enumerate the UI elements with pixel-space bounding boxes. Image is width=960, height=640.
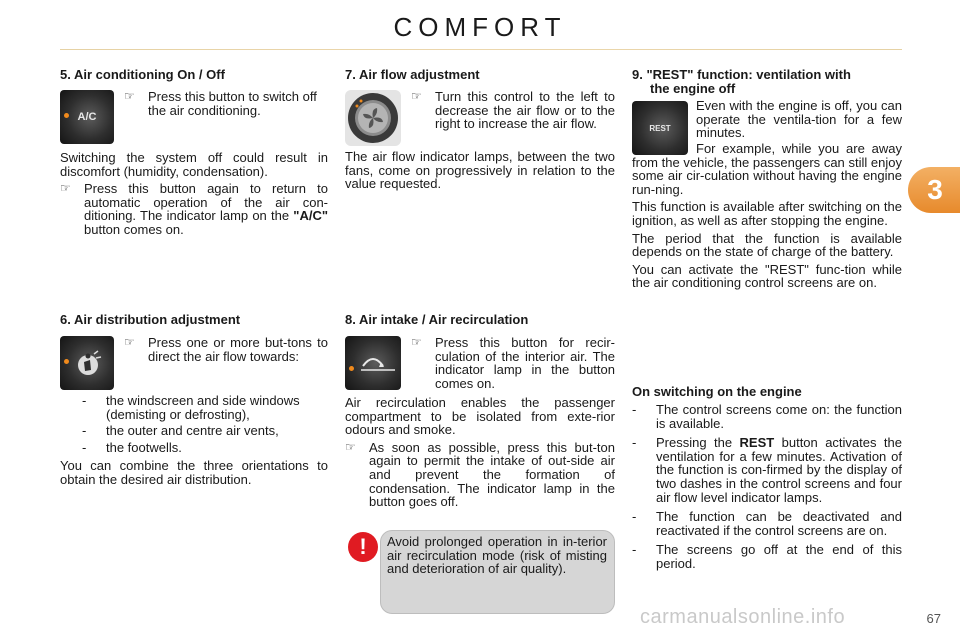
paragraph: This function is available after switching on the ignition, as well as after stopping the engine.	[632, 199, 902, 228]
list-item: - the footwells.	[82, 441, 328, 455]
ac-button-image	[60, 90, 114, 144]
bullet-text: button comes on.	[84, 221, 184, 237]
engine-section	[632, 385, 902, 574]
page-number: 67	[926, 611, 941, 626]
paragraph: You can combine the three orientations to obtain the desired air distribution.	[60, 458, 328, 487]
section-7-bullet-1	[411, 90, 615, 131]
section-5-bullet-2	[60, 182, 328, 236]
recirculation-button-image	[345, 336, 401, 390]
paragraph: The period that the function is available depends on the state of charge of the battery.	[632, 230, 902, 260]
rest-label: REST	[649, 123, 671, 133]
list-item: - The function can be deactivated and reactivated if the control screens are on.	[632, 510, 902, 537]
bullet-text: Press this button to switch off the air conditioning.	[148, 89, 317, 118]
pointing-hand-icon: ☞	[411, 335, 422, 349]
section-6-list	[82, 394, 328, 457]
section-6-bullet-1	[124, 336, 328, 363]
pointing-hand-icon: ☞	[60, 181, 71, 196]
paragraph: You can activate the "REST" func-tion while the air conditioning control screens are on.	[632, 261, 902, 291]
recirculation-icon	[345, 336, 401, 390]
air-flow-dial-image	[345, 90, 401, 146]
fan-dial-icon	[345, 90, 401, 146]
section-9-body	[632, 142, 902, 294]
section-7-heading: 7. Air flow adjustment	[345, 67, 480, 82]
pointing-hand-icon: ☞	[411, 89, 422, 103]
list-text: button activates the ventilation for a few minutes. Activation of the function is con-firmed by the display of two dashes in the control screens and four air flow level indicator lamps.	[656, 435, 902, 505]
section-8-body	[345, 396, 615, 509]
section-7	[345, 68, 615, 82]
indicator-lamp-icon	[349, 366, 354, 371]
title-rule	[60, 49, 902, 50]
list-item	[632, 436, 902, 504]
list-item: - the windscreen and side windows (demisting or defrosting),	[82, 394, 328, 421]
engine-heading: On switching on the engine	[632, 384, 802, 399]
paragraph: Even with the engine is off, you can operate the ventila-tion for a few minutes.	[696, 98, 902, 141]
paragraph: Air recirculation enables the passenger compartment to be isolated from exte-rior odours and smoke.	[345, 395, 615, 438]
pointing-hand-icon: ☞	[124, 89, 135, 103]
bullet-text: Press this button for recir-culation of the interior air. The indicator lamp in the button comes on.	[435, 335, 615, 391]
section-9-heading-line-1: 9. "REST" function: ventilation with	[632, 67, 851, 82]
section-5-body	[60, 151, 328, 237]
section-8-heading: 8. Air intake / Air recirculation	[345, 312, 529, 327]
section-5	[60, 68, 328, 82]
section-7-body	[345, 150, 615, 195]
section-9-intro	[696, 99, 902, 144]
air-distribution-image	[60, 336, 114, 390]
list-text: Pressing the	[656, 435, 740, 451]
bullet-text: Press this button again to return to automatic operation of the air con-ditioning. The indicator lamp on the	[84, 181, 328, 224]
paragraph: The air flow indicator lamps, between the two fans, come on progressively in relation to the value requested.	[345, 149, 615, 192]
section-9	[632, 68, 902, 96]
bold-text: "A/C"	[293, 208, 328, 224]
section-6-body	[60, 459, 328, 490]
bullet-text: Turn this control to the left to decrease the air flow or to the right to increase the air flow.	[435, 89, 615, 132]
pointing-hand-icon: ☞	[345, 439, 356, 454]
chapter-tab: 3	[908, 167, 960, 213]
section-5-bullet-1	[124, 90, 328, 117]
section-8-bullet-2	[345, 441, 615, 509]
section-8-bullet-1	[411, 336, 615, 390]
ac-label: A/C	[77, 111, 97, 123]
paragraph: Switching the system off could result in discomfort (humidity, condensation).	[60, 150, 328, 179]
list-item: - The control screens come on: the function is available.	[632, 403, 902, 430]
list-item: - The screens go off at the end of this period.	[632, 543, 902, 570]
list-item: - the outer and centre air vents,	[82, 424, 328, 438]
section-5-heading: 5. Air conditioning On / Off	[60, 67, 225, 82]
section-8	[345, 313, 615, 327]
bullet-text: As soon as possible, press this but-ton again to permit the intake of out-side air and prevent the formation of condensation. The indicator lamp in the button goes off.	[369, 439, 615, 510]
warning-icon: !	[348, 532, 378, 562]
bullet-text: Press one or more but-tons to direct the air flow towards:	[148, 335, 328, 364]
section-9-heading-line-2: the engine off	[650, 81, 736, 96]
warning-text-block	[387, 535, 607, 580]
section-6-heading: 6. Air distribution adjustment	[60, 312, 241, 327]
page-title: COMFORT	[393, 12, 567, 42]
section-6	[60, 313, 328, 327]
watermark: carmanualsonline.info	[640, 606, 846, 628]
indicator-lamp-icon	[64, 359, 69, 364]
bold-text: REST	[739, 435, 775, 451]
paragraph: For example, while you are away from the vehicle, the passengers can still enjoy some air cir-culation without having the engine run-ning.	[632, 141, 902, 197]
pointing-hand-icon: ☞	[124, 335, 135, 349]
warning-text: Avoid prolonged operation in in-terior air recirculation mode (risk of misting and deterioration of air quality).	[387, 534, 607, 577]
